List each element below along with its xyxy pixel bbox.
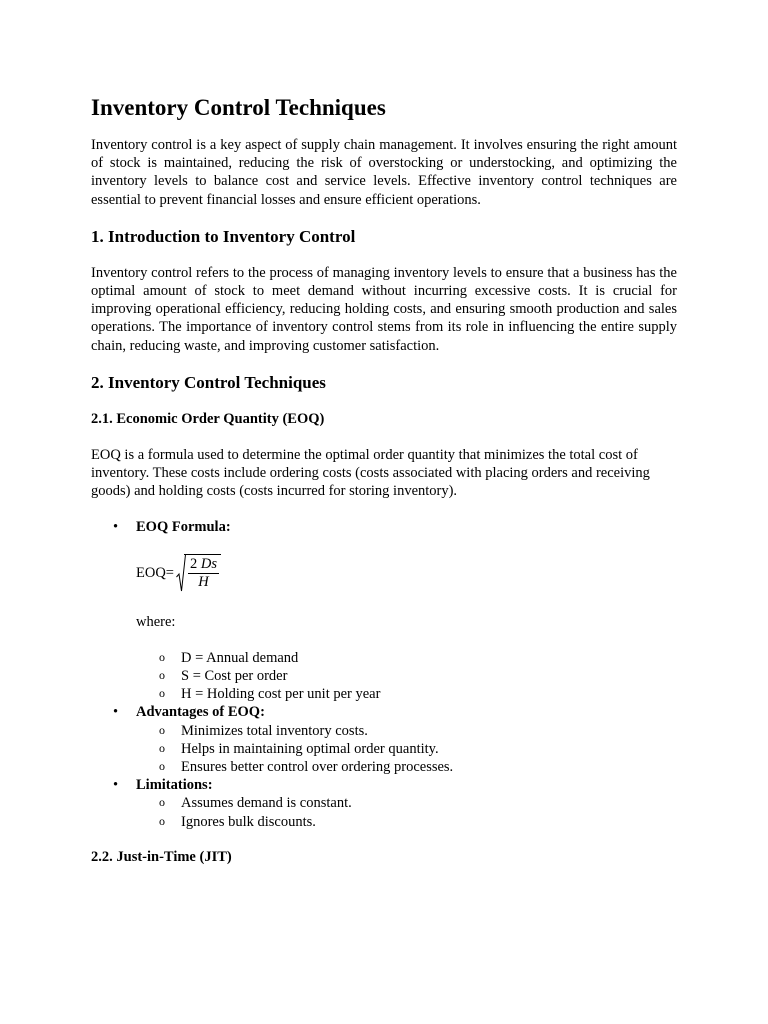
section-2-heading: 2. Inventory Control Techniques	[91, 372, 326, 392]
limitation-item-text: Assumes demand is constant.	[181, 795, 352, 812]
formula-denominator: H	[198, 574, 209, 591]
advantage-item	[136, 758, 677, 776]
eoq-formula	[136, 553, 677, 593]
advantages-label: Advantages of EOQ:	[136, 704, 265, 721]
sub-bullet-icon: o	[159, 649, 165, 664]
list-item-limitations	[91, 776, 677, 831]
numerator-coefficient: 2	[189, 556, 198, 573]
bullet-icon: •	[113, 777, 119, 794]
where-item-text: D = Annual demand	[181, 649, 299, 666]
list-item-formula	[91, 518, 677, 703]
advantage-item	[136, 740, 677, 758]
sub-bullet-icon: o	[159, 740, 165, 755]
page-title: Inventory Control Techniques	[91, 95, 386, 120]
where-label: where:	[136, 613, 176, 630]
numerator-variables: Ds	[200, 556, 217, 573]
advantage-item	[136, 722, 677, 740]
advantage-item-text: Minimizes total inventory costs.	[181, 722, 368, 739]
sub-bullet-icon: o	[159, 668, 165, 683]
advantage-item-text: Helps in maintaining optimal order quantity.	[181, 740, 439, 757]
where-item	[136, 667, 677, 685]
section-1-body: Inventory control refers to the process of managing inventory levels to ensure that a business has the optimal amount of stock to meet demand without incurring excessive costs. It is crucial for improving operational efficiency, reducing holding costs, and ensuring smooth production and sales operations. The importance of inventory control stems from its role in influencing the entire supply chain, reducing waste, and improving customer satisfaction.	[91, 264, 677, 354]
formula-lhs: EOQ=	[136, 564, 174, 581]
where-item	[136, 649, 677, 667]
section-2-1-heading: 2.1. Economic Order Quantity (EOQ)	[91, 410, 325, 427]
advantages-list	[136, 722, 677, 777]
section-2-2-heading: 2.2. Just-in-Time (JIT)	[91, 848, 232, 865]
formula-numerator	[188, 555, 219, 574]
sub-bullet-icon: o	[159, 686, 165, 701]
bullet-icon: •	[113, 704, 119, 721]
limitations-label: Limitations:	[136, 777, 213, 794]
where-list	[136, 649, 677, 704]
intro-paragraph: Inventory control is a key aspect of supply chain management. It involves ensuring the right amount of stock is maintained, reducing the risk of overstocking or understocking, and optimizing the inventory levels to balance cost and service levels. Effective inventory control techniques are essential to prevent financial losses and ensure efficient operations.	[91, 137, 677, 208]
limitation-item	[136, 813, 677, 831]
limitations-list	[136, 794, 677, 830]
sub-bullet-icon: o	[159, 813, 165, 828]
formula-label: EOQ Formula:	[136, 519, 231, 536]
formula-fraction	[184, 554, 221, 591]
bullet-icon: •	[113, 519, 119, 536]
advantage-item-text: Ensures better control over ordering processes.	[181, 759, 454, 776]
eoq-bullet-list	[91, 518, 677, 830]
where-item-text: S = Cost per order	[181, 668, 288, 685]
where-item-text: H = Holding cost per unit per year	[181, 686, 381, 703]
section-2-1-body: EOQ is a formula used to determine the optimal order quantity that minimizes the total cost of inventory. These costs include ordering costs (costs associated with placing orders and receiving goods) and holding costs (costs incurred for storing inventory).	[91, 446, 650, 500]
section-1-heading: 1. Introduction to Inventory Control	[91, 226, 356, 246]
where-item	[136, 685, 677, 703]
list-item-advantages	[91, 703, 677, 776]
sub-bullet-icon: o	[159, 722, 165, 737]
square-root	[176, 553, 221, 593]
limitation-item-text: Ignores bulk discounts.	[181, 813, 316, 830]
sub-bullet-icon: o	[159, 795, 165, 810]
sub-bullet-icon: o	[159, 759, 165, 774]
limitation-item	[136, 794, 677, 812]
